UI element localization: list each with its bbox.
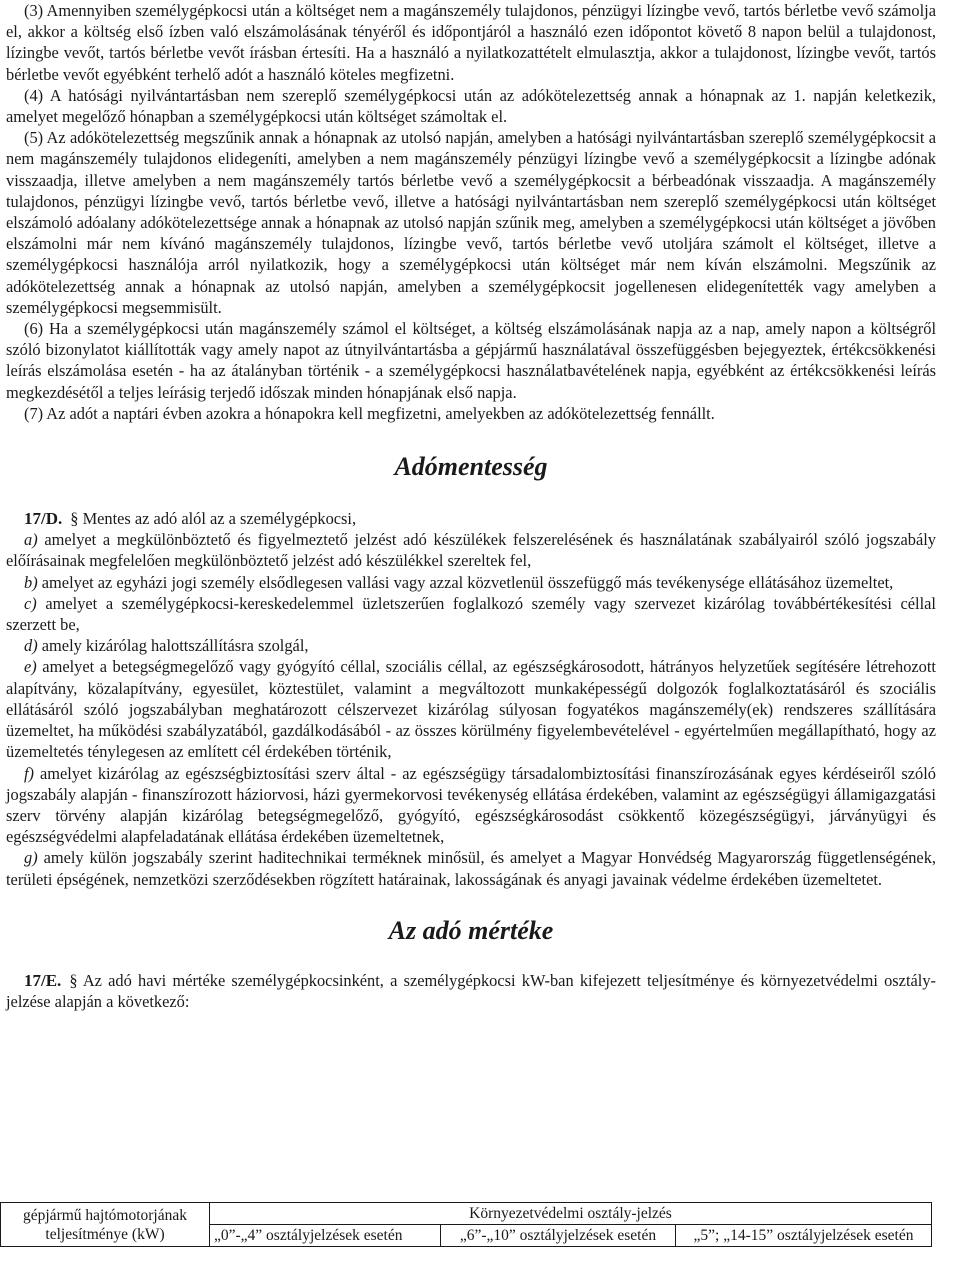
column-header-0-4: „0”-„4” osztályjelzések esetén <box>210 1225 441 1247</box>
paragraph-3: (3) Amennyiben személygépkocsi után a költséget nem a magánszemély tulajdonos, pénzügyi lízingbe vevő, tartós bérletbe vevő számolja el, akkor a költség első ízben való elszámolásának tényéről és időpontjáról a használó ezen időpontot követő 8 napon belül a tulajdonost, lízingbe vevőt, tartós bérletbe vevőt írásban értesíti. Ha a használó a nyilatkozattételt elmulasztja, akkor a tulajdonost, lízingbe vevőt, tartós bérletbe vevőt egyébként terhelő adót a használó köteles megfizetni. <box>6 1 936 84</box>
column-header-6-10: „6”-„10” osztályjelzések esetén <box>441 1225 676 1247</box>
item-text: amelyet az egyházi jogi személy elsődlegesen vallási vagy azzal közvetlenül összefüggő más tevékenysége ellátásához üzemeltet, <box>41 572 894 592</box>
group-header-cell: Környezetvédelmi osztály-jelzés <box>210 1203 932 1225</box>
section-mark: § <box>69 970 78 990</box>
heading-adomentesseg: Adómentesség <box>394 452 548 482</box>
list-item-g <box>6 847 936 889</box>
item-letter: b) <box>24 572 38 592</box>
item-text: amely külön jogszabály szerint haditechnikai terméknek minősül, és amelyet a Magyar Honvédség Magyarország függetlenségének, területi épségének, nemzetközi szerződésekben rögzített határainak, lakosságának és anyagi javainak védelme érdekében üzemeltetet. <box>6 848 936 889</box>
section-intro-text: Mentes az adó alól az a személygépkocsi, <box>82 509 357 529</box>
tax-rate-table <box>0 1202 932 1247</box>
item-letter: c) <box>24 593 37 613</box>
item-letter: e) <box>24 657 37 677</box>
paragraph-4: (4) A hatósági nyilvántartásban nem szereplő személygépkocsi után az adókötelezettség annak a hónapnak az 1. napján keletkezik, amelyet megelőző hónapban a személygépkocsi után költséget számoltak el. <box>6 85 936 127</box>
item-letter: f) <box>24 763 35 783</box>
list-item-f <box>6 763 936 848</box>
section-17d-intro <box>6 508 936 529</box>
section-text: Az adó havi mértéke személygépkocsinként, a személygépkocsi kW-ban kifejezett teljesítménye és környezetvédelmi osztály-jelzése alapján a következő: <box>6 970 936 1011</box>
list-item-a <box>6 529 936 571</box>
document-page <box>6 0 936 1012</box>
list-item-b <box>6 572 936 593</box>
item-text: amelyet a megkülönböztető és figyelmeztető jelzést adó készülékek felszerelésének és használatának szabályairól szóló jogszabály előírásainak megfelelően megkülönböztető jelzést adó készülékkel szereltek fel, <box>6 530 936 571</box>
paragraph-7: (7) Az adót a naptári évben azokra a hónapokra kell megfizetni, amelyekben az adókötelezettség fennállt. <box>24 403 715 423</box>
list-item-e <box>6 656 936 762</box>
item-text: amely kizárólag halottszállításra szolgál, <box>41 636 309 656</box>
table-row <box>1 1203 932 1225</box>
row-header-cell: gépjármű hajtómotorjának teljesítménye (kW) <box>1 1203 210 1247</box>
item-letter: d) <box>24 636 38 656</box>
paragraph-6: (6) Ha a személygépkocsi után magánszemély számol el költséget, a költség elszámolásának napja az a nap, amely napon a költségről szóló bizonylatot kiállították vagy amely napot az útnyilvántartásba a gépjármű használatával összefüggésben bejegyeztek, értékcsökkenési leírás elszámolása esetén - ha az átalányban történik - a személygépkocsi használatbavételének napja, egyébként az értékcsökkenési leírás megkezdésétől a teljes leírásig terjedő időszak minden hónapjának első napja. <box>6 319 936 402</box>
heading-ado-merteke: Az adó mértéke <box>388 915 554 945</box>
column-header-5-14-15: „5”; „14-15” osztályjelzések esetén <box>676 1225 932 1247</box>
section-number: 17/E. <box>24 970 62 990</box>
paragraph-5: (5) Az adókötelezettség megszűnik annak a hónapnak az utolsó napján, amelyben a hatósági nyilvántartásban szereplő személygépkocsit a nem magánszemély tulajdonos elidegeníti, amelyben a nem magánszemély pénzügyi lízingbe vevő a személygépkocsit a lízingbe adónak visszaadja, illetve amelyben a nem magánszemély tartós bérletbe vevő a személygépkocsit a bérbeadónak visszaadja. A magánszemély tulajdonos, pénzügyi lízingbe vevő, tartós bérletbe vevő, illetve a hatósági nyilvántartásban nem szereplő személygépkocsi után költséget elszámoló adóalany adókötelezettsége annak a hónapnak az utolsó napján szűnik meg, amelyben a személygépkocsi után költséget a jövőben elszámolni már nem kívánó magánszemély tulajdonos, lízingbe vevő, tartós bérletbe vevő utoljára számolt el költséget, illetve a személygépkocsi használója arról nyilatkozik, hogy a személygépkocsi után költséget már nem kíván elszámolni. Megszűnik az adókötelezettség annak a hónapnak az utolsó napján, amelyben a személygépkocsit jogellenesen elidegenítették vagy amelyben a személygépkocsi megsemmisült. <box>6 128 936 317</box>
section-mark: § <box>70 509 79 529</box>
section-number: 17/D. <box>24 509 63 529</box>
list-item-c <box>6 593 936 635</box>
item-text: amelyet a betegségmegelőző vagy gyógyító céllal, szociális céllal, az egészségkárosodott, hátrányos helyzetűek segítésére létrehozott alapítvány, közalapítvány, egyesület, köztestület, valamint a megváltozott munkaképességű dolgozók foglalkoztatásáról és szociális ellátásáról szóló jogszabályban meghatározott célszervezet kizárólag súlyosan fogyatékos magánszemély(ek) rendszeres szállítására üzemeltet, ha működési szabályzatából, gazdálkodásából - az összes körülmény figyelembevételével - egyértelműen megállapítható, hogy az üzemeltetés ténylegesen az említett cél érdekében történik, <box>6 657 936 762</box>
section-17e <box>6 970 936 1012</box>
item-letter: g) <box>24 848 38 868</box>
item-letter: a) <box>24 530 38 550</box>
list-item-d <box>6 635 936 656</box>
item-text: amelyet a személygépkocsi-kereskedelemmel üzletszerűen foglalkozó személy vagy szervezet kizárólag továbbértékesítési céllal szerzett be, <box>6 593 936 635</box>
item-text: amelyet kizárólag az egészségbiztosítási szerv által - az egészségügy társadalombiztosítási finanszírozásának egyes kérdéseiről szóló jogszabály alapján - finanszírozott háziorvosi, házi gyermekorvosi tevékenység ellátása érdekében, valamint az egészségügyi államigazgatási szerv törvény alapján kizárólag betegségmegelőző, gyógyító, egészségkárosodást csökkentő közegészségügyi, járványügyi és egészségvédelmi alapfeladatának ellátása érdekében üzemeltetnek, <box>6 763 936 847</box>
